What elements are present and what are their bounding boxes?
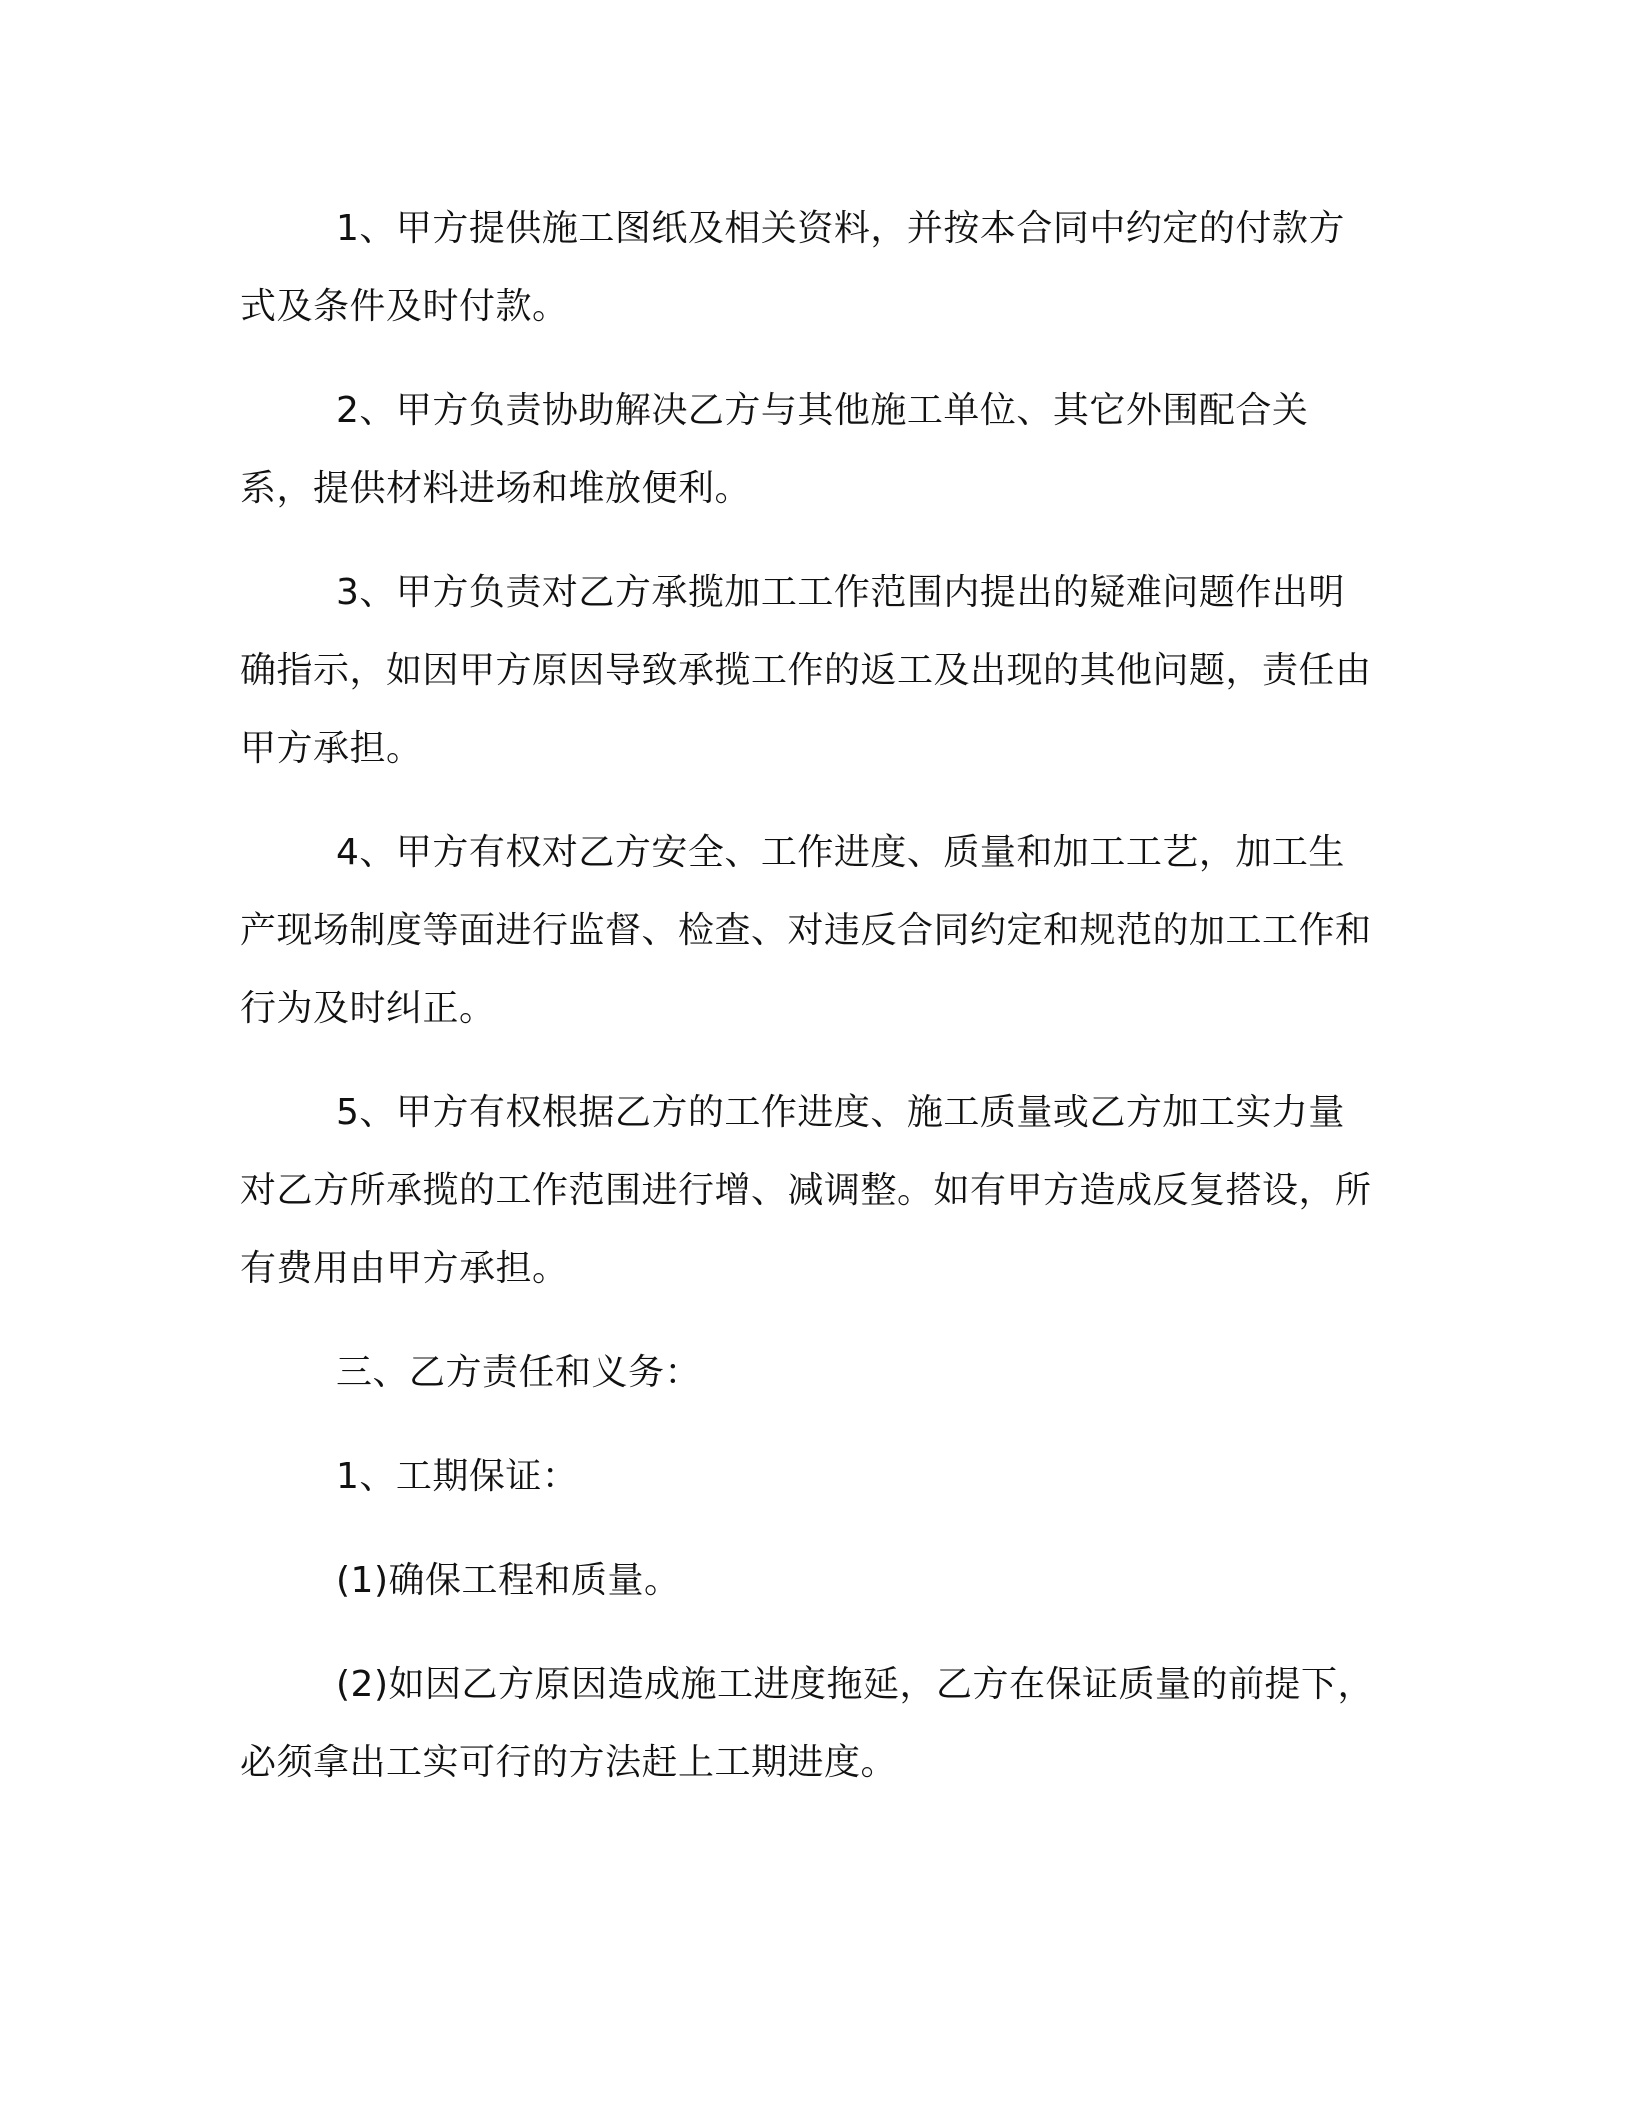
item-1: (1)确保工程和质量。	[336, 1560, 681, 1601]
item-2: (2)如因乙方原因造成施工进度拖延，乙方在保证质量的前提下，必须拿出工实可行的方法赶上工期进度。	[240, 1664, 1374, 1783]
paragraph-2: 2、甲方负责协助解决乙方与其他施工单位、其它外围配合关系，提供材料进场和堆放便利。	[240, 390, 1309, 509]
section-heading-3: 三、乙方责任和义务：	[336, 1352, 702, 1393]
document-body	[240, 190, 1380, 1828]
paragraph-4: 4、甲方有权对乙方安全、工作进度、质量和加工工艺，加工生产现场制度等面进行监督、检查、对违反合同约定和规范的加工工作和行为及时纠正。	[240, 832, 1372, 1029]
paragraph-1: 1、甲方提供施工图纸及相关资料，并按本合同中约定的付款方式及条件及时付款。	[240, 208, 1345, 327]
subheading-schedule-guarantee: 1、工期保证：	[336, 1456, 579, 1497]
paragraph-3: 3、甲方负责对乙方承揽加工工作范围内提出的疑难问题作出明确指示，如因甲方原因导致承揽工作的返工及出现的其他问题，责任由甲方承担。	[240, 572, 1372, 769]
paragraph-5: 5、甲方有权根据乙方的工作进度、施工质量或乙方加工实力量对乙方所承揽的工作范围进行增、减调整。如有甲方造成反复搭设，所有费用由甲方承担。	[240, 1092, 1372, 1289]
